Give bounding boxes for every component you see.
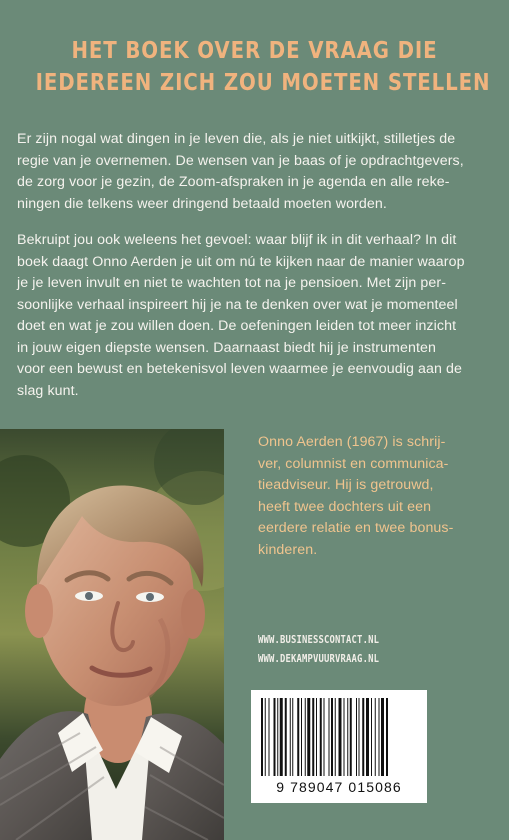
barcode-bar bbox=[381, 698, 384, 776]
intro-line-3: de zorg voor je gezin, de Zoom-afspraken in je agenda en alle reke- bbox=[17, 174, 450, 190]
isbn-barcode bbox=[251, 690, 427, 803]
cover-title bbox=[35, 35, 491, 99]
barcode-bar bbox=[292, 698, 293, 776]
barcode-bar bbox=[316, 698, 317, 776]
barcode-bar bbox=[261, 698, 263, 776]
description-line-4: soonlijke verhaal inspireert hij je na te denken over wat je momenteel bbox=[17, 296, 458, 313]
barcode-bar bbox=[301, 698, 302, 776]
barcode-bar bbox=[359, 698, 360, 776]
author-bio-line-2: ver, columnist en communica- bbox=[258, 455, 449, 472]
author-photo-illustration bbox=[0, 429, 224, 840]
barcode-bar bbox=[324, 698, 325, 776]
isbn-number: 9 789047 015086 bbox=[276, 779, 402, 795]
author-bio bbox=[258, 432, 478, 561]
barcode-bar bbox=[269, 698, 270, 776]
barcode-bar bbox=[350, 698, 352, 776]
author-bio-line-3: tieadviseur. Hij is getrouwd, bbox=[258, 477, 434, 493]
author-iris-left bbox=[85, 592, 93, 600]
barcode-bar bbox=[347, 698, 348, 776]
intro-line-2: regie van je overnemen. De wensen van je baas of je opdrachtgevers, bbox=[17, 152, 464, 169]
website-link-dekampvuurvraag: WWW.DEKAMPVUURVRAAG.NL bbox=[258, 653, 380, 665]
barcode-bar bbox=[305, 698, 306, 776]
author-iris-right bbox=[146, 593, 154, 601]
barcode-bar bbox=[379, 698, 380, 776]
barcode-bar bbox=[320, 698, 322, 776]
barcode-bar bbox=[331, 698, 333, 776]
barcode-bar bbox=[366, 698, 369, 776]
author-ear-right bbox=[181, 589, 205, 639]
barcode-bar bbox=[280, 698, 283, 776]
barcode-bar bbox=[277, 698, 278, 776]
barcode-bar bbox=[375, 698, 376, 776]
barcode-bars bbox=[261, 698, 417, 776]
barcode-bar bbox=[335, 698, 336, 776]
description-line-3: je je leven invult en niet te wachten tot na je pensioen. Met zijn per- bbox=[17, 275, 447, 291]
barcode-bar bbox=[356, 698, 357, 776]
description-paragraph bbox=[17, 230, 491, 402]
barcode-bar bbox=[371, 698, 372, 776]
barcode-bar bbox=[362, 698, 364, 776]
author-bio-line-5: eerdere relatie en twee bonus- bbox=[258, 520, 454, 536]
barcode-bar bbox=[344, 698, 345, 776]
barcode-bar bbox=[386, 698, 388, 776]
author-bio-line-6: kinderen. bbox=[258, 541, 318, 558]
intro-paragraph bbox=[17, 129, 491, 215]
barcode-bar bbox=[307, 698, 310, 776]
barcode-bar bbox=[312, 698, 314, 776]
barcode-bar bbox=[339, 698, 342, 776]
author-bio-line-1: Onno Aerden (1967) is schrij- bbox=[258, 434, 446, 450]
barcode-bar bbox=[297, 698, 299, 776]
author-ear-left bbox=[25, 584, 53, 638]
cover-title-line-2: IEDEREEN ZICH ZOU MOETEN STELLEN bbox=[35, 70, 491, 96]
barcode-bar bbox=[265, 698, 266, 776]
description-line-6: in jouw eigen diepste wensen. Daarnaast biedt hij je instrumenten bbox=[17, 339, 436, 356]
description-line-8: slag kunt. bbox=[17, 382, 79, 399]
author-photo bbox=[0, 429, 224, 840]
intro-line-4: ningen die telkens weer dringend betaald moeten worden. bbox=[17, 195, 387, 212]
barcode-bar bbox=[290, 698, 291, 776]
description-line-5: doet en wat je zou willen doen. De oefeningen leiden tot meer inzicht bbox=[17, 318, 457, 334]
barcode-bar bbox=[274, 698, 276, 776]
intro-line-1: Er zijn nogal wat dingen in je leven die, als je niet uitkijkt, stilletjes de bbox=[17, 131, 456, 147]
barcode-bar bbox=[285, 698, 287, 776]
description-line-1: Bekruipt jou ook weleens het gevoel: waar blijf ik in dit verhaal? In dit bbox=[17, 232, 457, 248]
description-line-2: boek daagt Onno Aerden je uit om nú te kijken naar de manier waarop bbox=[17, 253, 465, 270]
cover-title-line-1: HET BOEK OVER DE VRAAG DIE bbox=[71, 38, 438, 64]
website-link-businesscontact: WWW.BUSINESSCONTACT.NL bbox=[258, 634, 380, 646]
barcode-bar bbox=[329, 698, 330, 776]
description-line-7: voor een bewust en betekenisvol leven waarmee je eenvoudig aan de bbox=[17, 361, 463, 377]
website-links bbox=[258, 631, 447, 669]
author-bio-line-4: heeft twee dochters uit een bbox=[258, 498, 432, 515]
